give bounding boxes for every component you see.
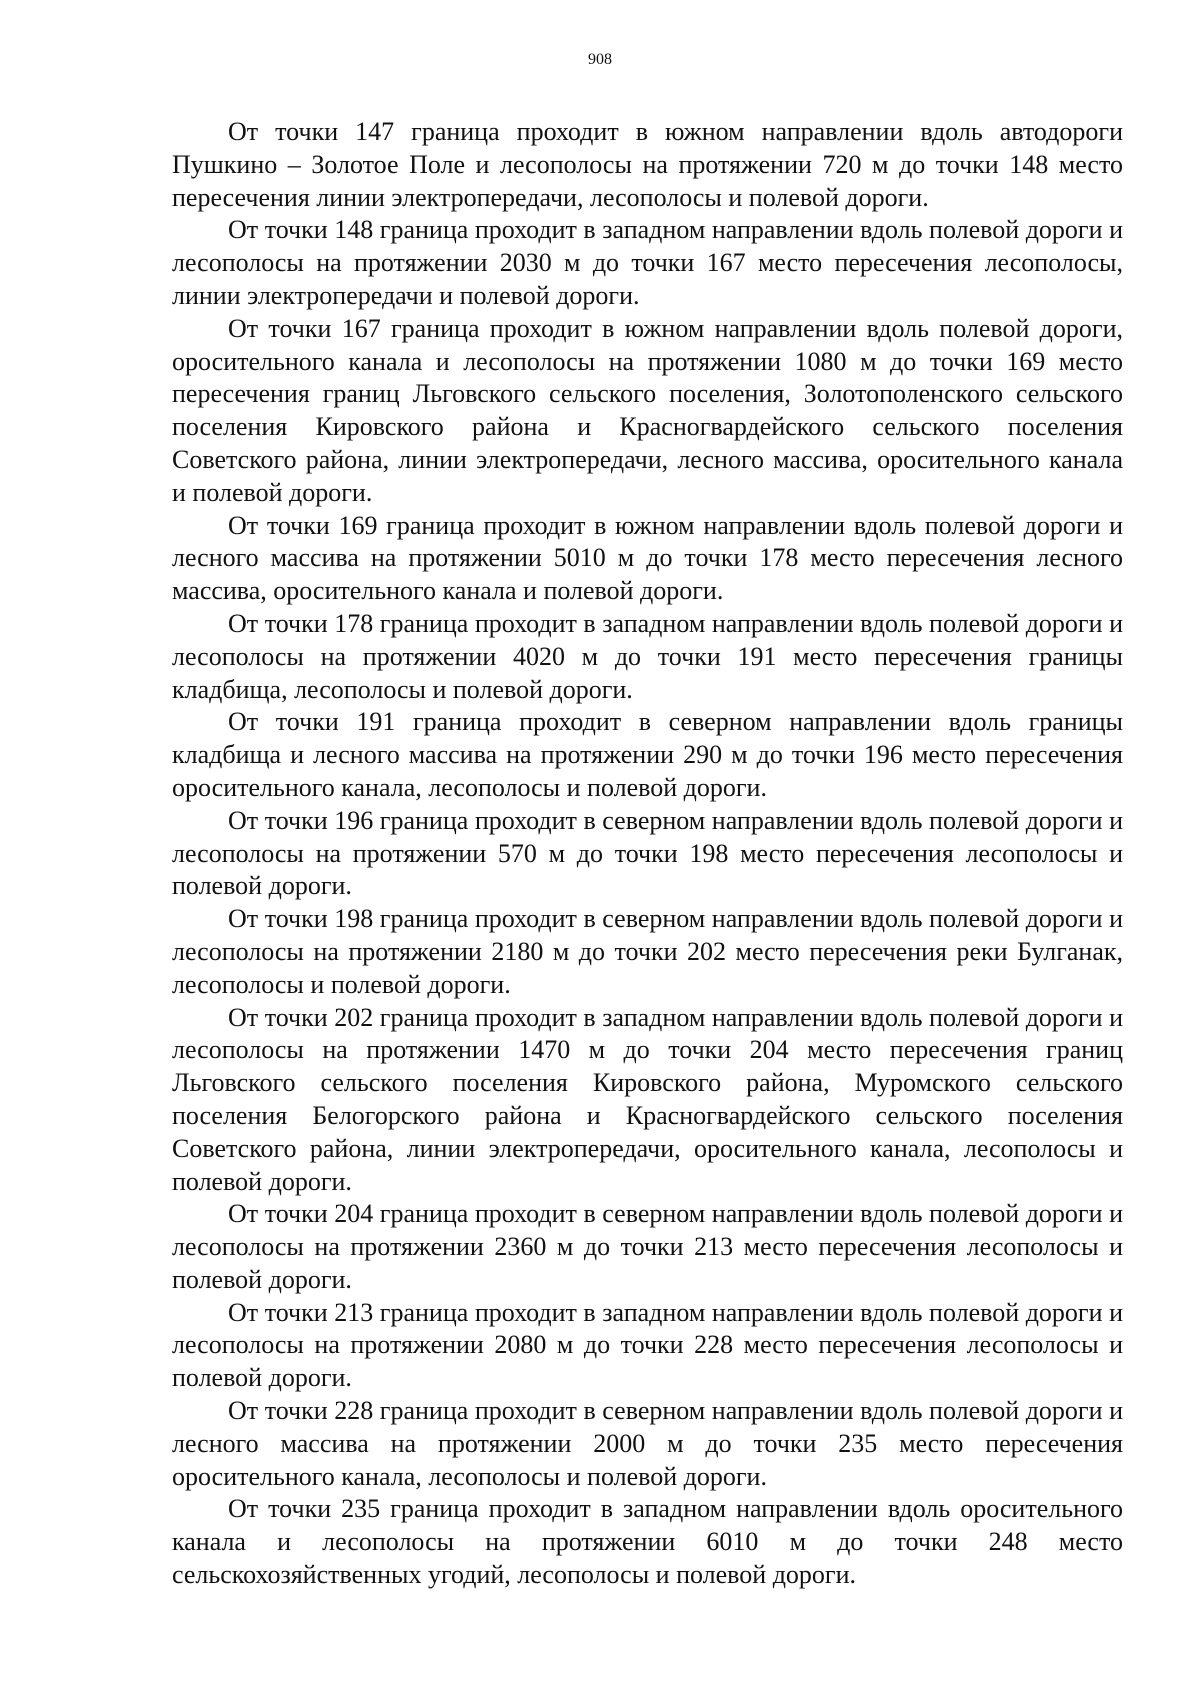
paragraph: От точки 148 граница проходит в западном направлении вдоль полевой дороги и лесополосы на протяжении 2030 м до точки 167 место пересечения лесополосы, линии электропередачи и полевой дороги. (172, 215, 1123, 310)
paragraph: От точки 167 граница проходит в южном направлении вдоль полевой дороги, оросительного канала и лесополосы на протяжении 1080 м до точки 169 место пересечения границ Льговского сельского поселения, Золотополенского сельского поселения Кировского района и Красногвардейского сельского поселения Советского района, линии электропередачи, лесного массива, оросительного канала и полевой дороги. (172, 313, 1123, 507)
paragraph: От точки 213 граница проходит в западном направлении вдоль полевой дороги и лесополосы на протяжении 2080 м до точки 228 место пересечения лесополосы и полевой дороги. (172, 1297, 1123, 1393)
paragraph: От точки 147 граница проходит в южном направлении вдоль автодороги Пушкино – Золотое Поле и лесополосы на протяжении 720 м до точки 148 место пересечения линии электропередачи, лесополосы и полевой дороги. (172, 117, 1123, 212)
paragraph: От точки 169 граница проходит в южном направлении вдоль полевой дороги и лесного массива на протяжении 5010 м до точки 178 место пересечения лесного массива, оросительного канала и полевой дороги. (172, 510, 1123, 606)
paragraph: От точки 235 граница проходит в западном направлении вдоль оросительного канала и лесополосы на протяжении 6010 м до точки 248 место сельскохозяйственных угодий, лесополосы и полевой дороги. (172, 1494, 1123, 1590)
paragraph: От точки 178 граница проходит в западном направлении вдоль полевой дороги и лесополосы на протяжении 4020 м до точки 191 место пересечения границы кладбища, лесополосы и полевой дороги. (172, 608, 1123, 704)
paragraph: От точки 204 граница проходит в северном направлении вдоль полевой дороги и лесополосы на протяжении 2360 м до точки 213 место пересечения лесополосы и полевой дороги. (172, 1199, 1123, 1294)
page-number: 908 (588, 51, 612, 68)
document-body (172, 116, 1123, 1592)
paragraph: От точки 202 граница проходит в западном направлении вдоль полевой дороги и лесополосы на протяжении 1470 м до точки 204 место пересечения границ Льговского сельского поселения Кировского района, Муромского сельского поселения Белогорского района и Красногвардейского сельского поселения Советского района, линии электропередачи, оросительного канала, лесополосы и полевой дороги. (172, 1002, 1123, 1196)
paragraph: От точки 198 граница проходит в северном направлении вдоль полевой дороги и лесополосы на протяжении 2180 м до точки 202 место пересечения реки Булганак, лесополосы и полевой дороги. (172, 904, 1123, 999)
paragraph: От точки 228 граница проходит в северном направлении вдоль полевой дороги и лесного массива на протяжении 2000 м до точки 235 место пересечения оросительного канала, лесополосы и полевой дороги. (172, 1396, 1123, 1491)
paragraph: От точки 191 граница проходит в северном направлении вдоль границы кладбища и лесного массива на протяжении 290 м до точки 196 место пересечения оросительного канала, лесополосы и полевой дороги. (172, 707, 1123, 802)
paragraph: От точки 196 граница проходит в северном направлении вдоль полевой дороги и лесополосы на протяжении 570 м до точки 198 место пересечения лесополосы и полевой дороги. (172, 805, 1123, 901)
